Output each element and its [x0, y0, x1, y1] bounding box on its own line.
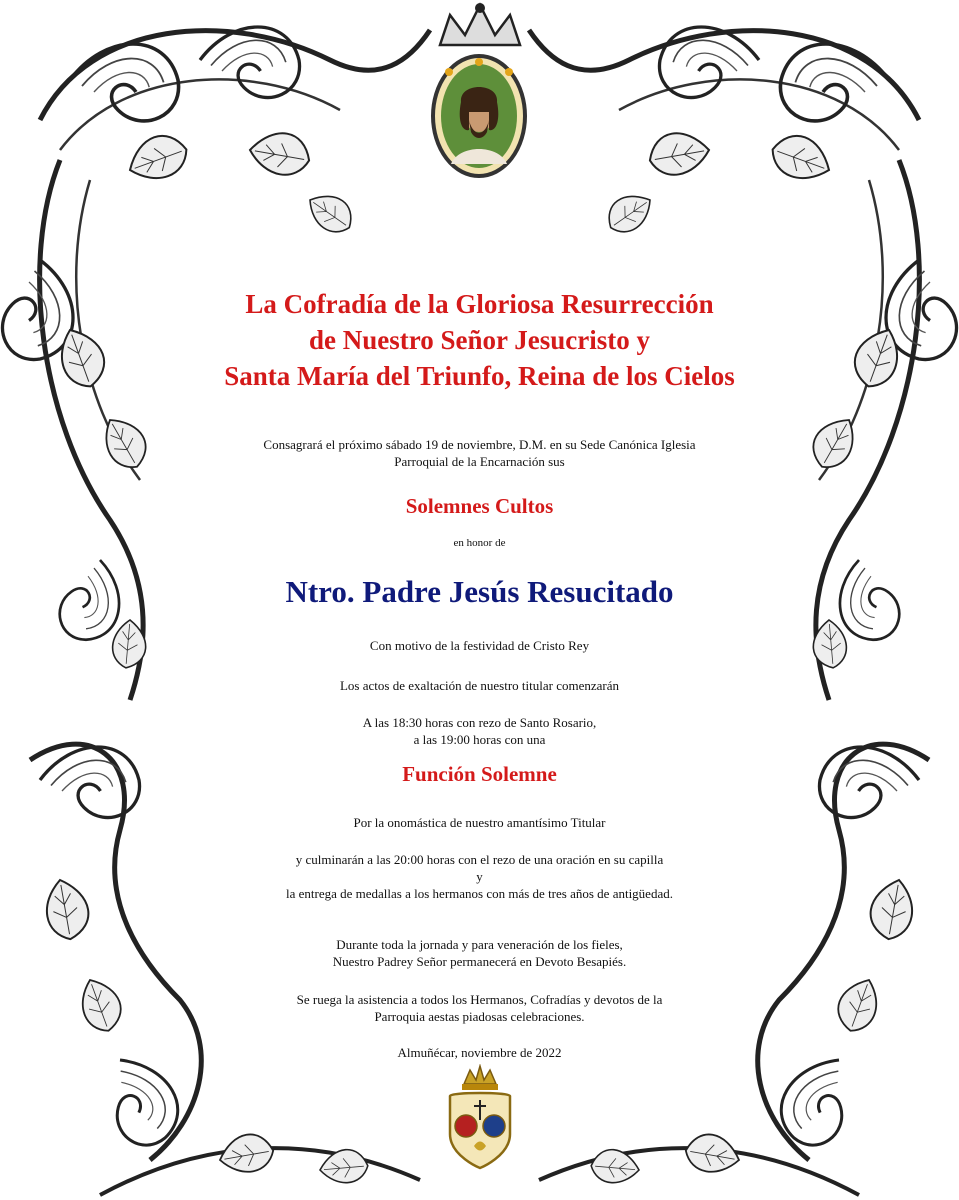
- festivity-line: Con motivo de la festividad de Cristo Rey: [369, 638, 590, 653]
- worship-connector: en honor de: [453, 537, 506, 549]
- brotherhood-title: [0, 286, 959, 394]
- announcement-line: Parroquial de la Encarnación sus: [394, 454, 565, 469]
- closing-line: y: [476, 869, 483, 884]
- jesus-portrait-medallion-icon: [429, 52, 529, 180]
- closing: [0, 851, 959, 902]
- veneration: [0, 936, 959, 970]
- invitation-line: Parroquia aestas piadosas celebraciones.: [374, 1009, 585, 1024]
- worship-heading: Solemnes Cultos: [405, 494, 554, 518]
- title-line: Santa María del Triunfo, Reina de los Cielos: [224, 361, 735, 391]
- invitation: [0, 991, 959, 1025]
- announcement: [0, 436, 959, 470]
- schedule-line: a las 19:00 horas con una: [413, 732, 546, 747]
- closing-line: la entrega de medallas a los hermanos con más de tres años de antigüedad.: [286, 886, 673, 901]
- brotherhood-crest-icon: [440, 1064, 520, 1174]
- schedule-line: A las 18:30 horas con rezo de Santo Rosario,: [362, 715, 597, 730]
- place-date: Almuñécar, noviembre de 2022: [397, 1045, 562, 1060]
- veneration-line: Durante toda la jornada y para veneración de los fieles,: [336, 937, 623, 952]
- honoree-name: Ntro. Padre Jesús Resucitado: [285, 574, 674, 609]
- invitation-line: Se ruega la asistencia a todos los Hermanos, Cofradías y devotos de la: [296, 992, 663, 1007]
- closing-line: y culminarán a las 20:00 horas con el rezo de una oración en su capilla: [295, 852, 664, 867]
- function-heading: Función Solemne: [402, 762, 557, 786]
- title-line: La Cofradía de la Gloriosa Resurrección: [245, 289, 714, 319]
- announcement-line: Consagrará el próximo sábado 19 de noviembre, D.M. en su Sede Canónica Iglesia: [263, 437, 696, 452]
- schedule: [0, 714, 959, 748]
- function-reason: Por la onomástica de nuestro amantísimo Titular: [353, 815, 606, 830]
- veneration-line: Nuestro Padrey Señor permanecerá en Devoto Besapiés.: [332, 954, 627, 969]
- start-line: Los actos de exaltación de nuestro titular comenzarán: [339, 678, 620, 693]
- title-line: de Nuestro Señor Jesucristo y: [309, 325, 650, 355]
